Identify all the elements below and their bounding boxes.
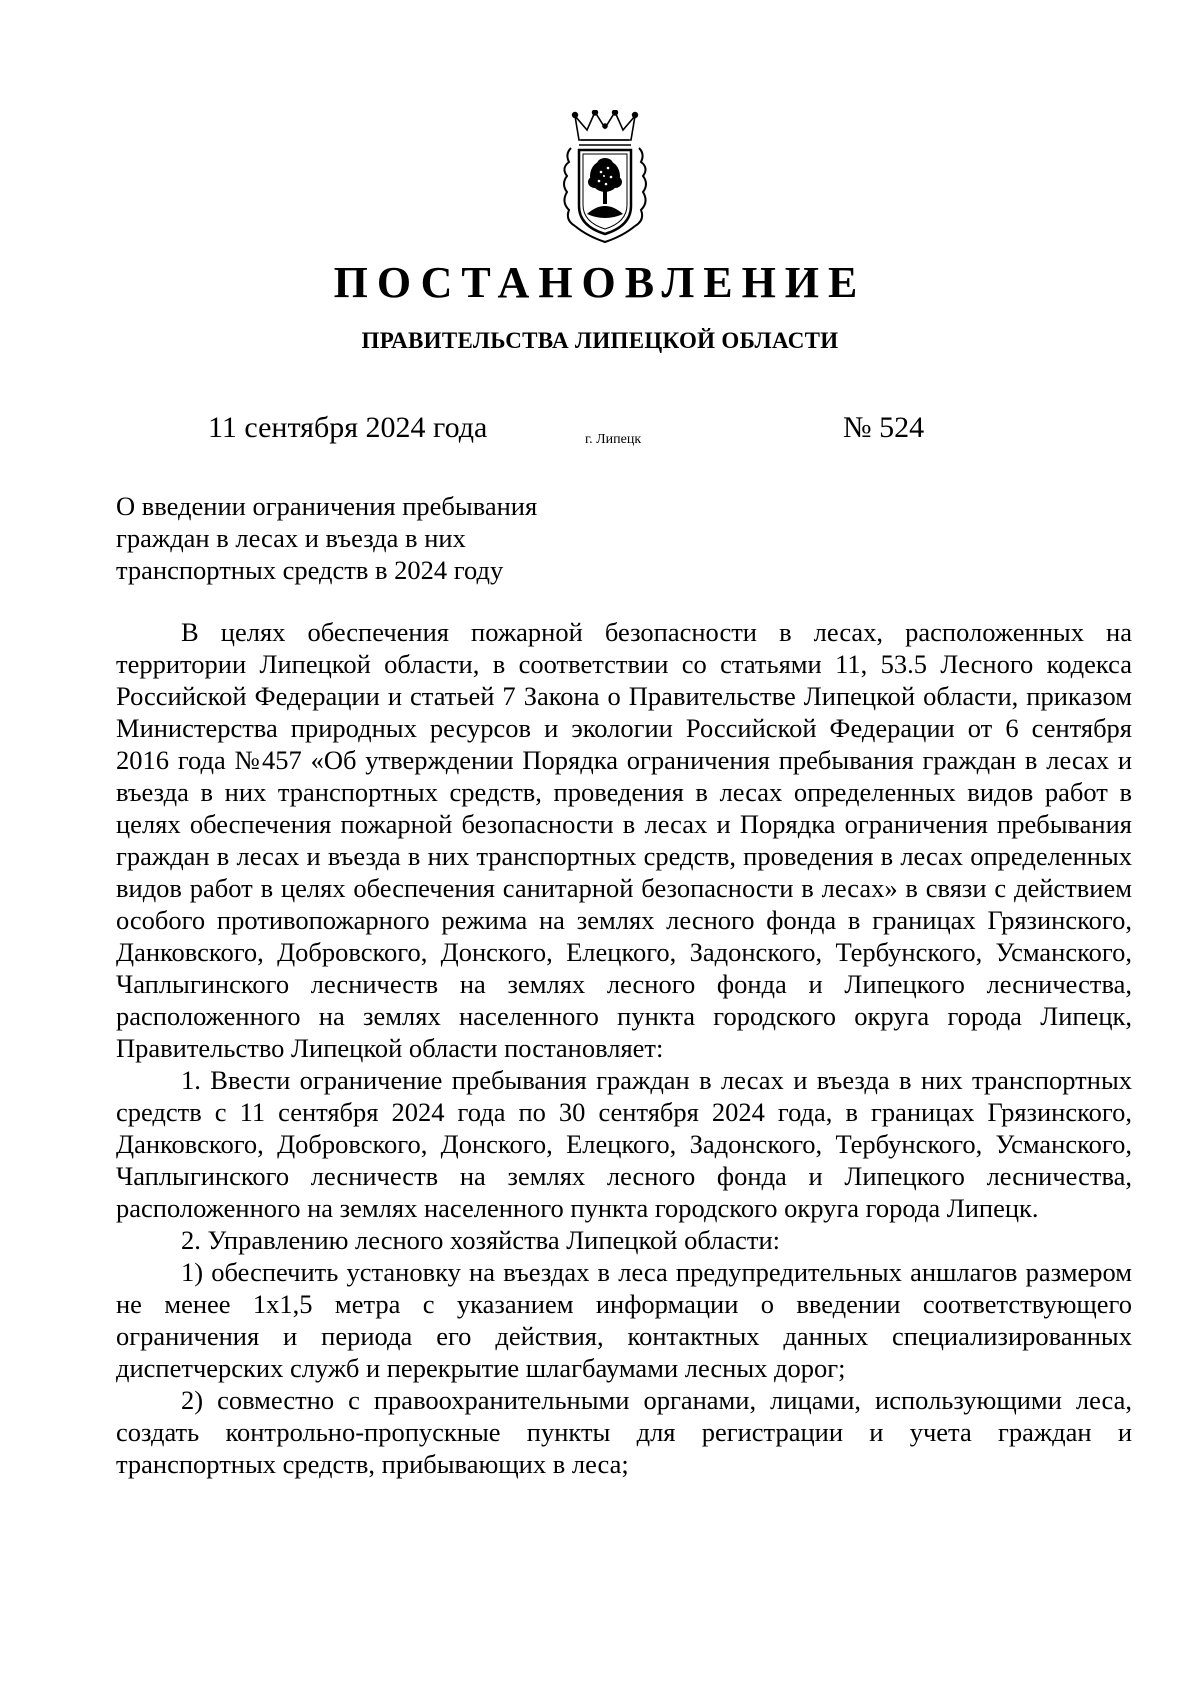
subclause-paragraph: 2) совместно с правоохранительными органами, лицами, использующими леса, создать контрольно-пропускные пункты для регистрации и учета граждан и транспортных средств, прибывающих в леса; [116, 1385, 1132, 1479]
document-type-title: ПОСТАНОВЛЕНИЕ [333, 258, 867, 307]
subclause-paragraph: 1) обеспечить установку на въездах в леса предупредительных аншлагов размером не менее 1х1,5 метра с указанием информации о введении соответствующего ограничения и периода его действия, контактных данных специализированных диспетчерских служб и перекрытие шлагбаумами лесных дорог; [116, 1257, 1132, 1383]
clause-paragraph: 2. Управлению лесного хозяйства Липецкой области: [181, 1225, 781, 1255]
subject-line: транспортных средств в 2024 году [116, 555, 504, 585]
preamble-paragraph: В целях обеспечения пожарной безопасности в лесах, расположенных на территории Липецкой области, в соответствии со статьями 11, 53.5 Лесного кодекса Российской Федерации и статьей 7 Закона о Правительстве Липецкой области, приказом Министерства природных ресурсов и экологии Российской Федерации от 6 сентября 2016 года №457 «Об утверждении Порядка ограничения пребывания граждан в лесах и въезда в них транспортных средств, проведения в лесах определенных видов работ в целях обеспечения пожарной безопасности в лесах и Порядка ограничения пребывания граждан в лесах и въезда в них транспортных средств, проведения в лесах определенных видов работ в целях обеспечения санитарной безопасности в лесах» в связи с действием особого противопожарного режима на землях лесного фонда в границах Грязинского, Данковского, Добровского, Донского, Елецкого, Задонского, Тербунского, Усманского, Чаплыгинского лесничеств на землях лесного фонда и Липецкого лесничества, расположенного на землях населенного пункта городского округа города Липецк, Правительство Липецкой области постановляет: [116, 617, 1132, 1063]
document-date: 11 сентября 2024 года [208, 411, 488, 444]
lipetsk-region-coat-of-arms-icon [557, 110, 653, 244]
subject-line: граждан в лесах и въезда в них [116, 523, 466, 553]
document-number: № 524 [843, 411, 925, 444]
document-subject [116, 490, 636, 586]
subject-line: О введении ограничения пребывания [116, 491, 538, 521]
document-body [116, 616, 1132, 1480]
document-city: г. Липецк [585, 432, 642, 447]
clause-paragraph: 1. Ввести ограничение пребывания граждан в лесах и въезда в них транспортных средств с 11 сентября 2024 года по 30 сентября 2024 года, в границах Грязинского, Данковского, Добровского, Донского, Елецкого, Задонского, Тербунского, Усманского, Чаплыгинского лесничеств на землях лесного фонда и Липецкого лесничества, расположенного на землях населенного пункта городского округа города Липецк. [116, 1065, 1132, 1223]
issuing-authority: ПРАВИТЕЛЬСТВА ЛИПЕЦКОЙ ОБЛАСТИ [361, 328, 839, 353]
